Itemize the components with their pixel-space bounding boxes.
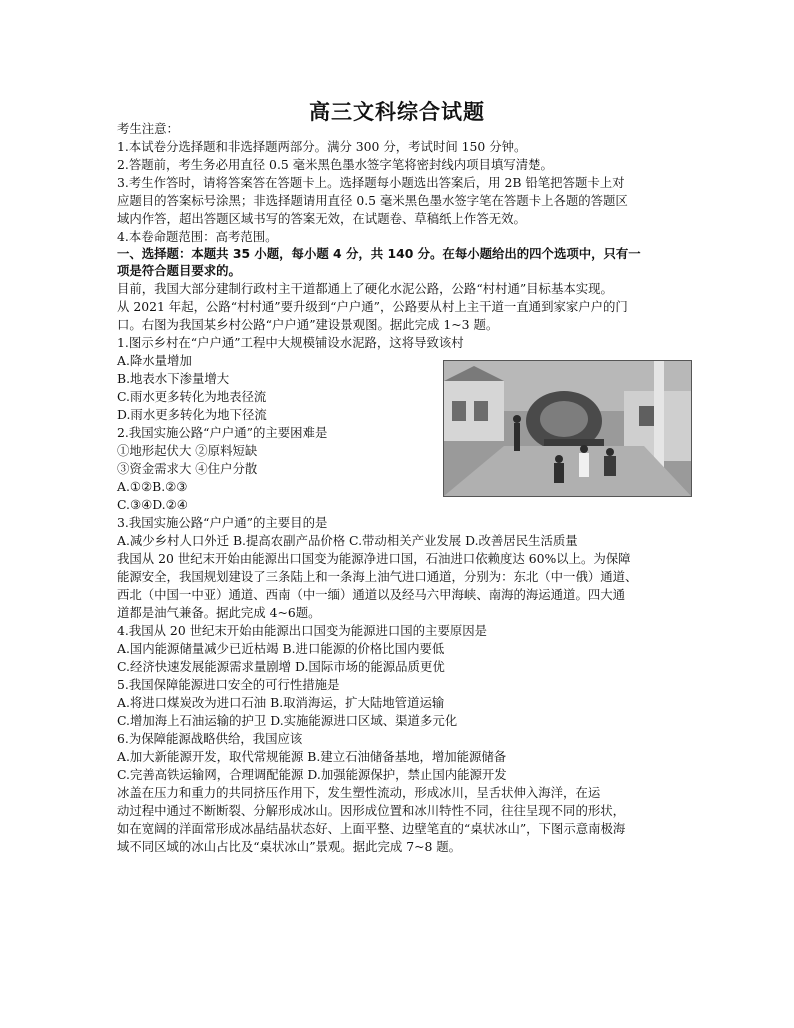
passage-line: 从 2021 年起，公路“村村通”要升级到“户户通”，公路要从村上主干道一直通到家家户户的门	[117, 299, 628, 314]
photo-scene	[444, 361, 691, 496]
passage-line: 口。右图为我国某乡村公路“户户通”建设景观图。据此完成 1~3 题。	[117, 317, 499, 332]
notice-item: 应题目的答案标号涂黑；非选择题请用直径 0.5 毫米黑色墨水签字笔在答题卡上各题的答题区	[117, 193, 628, 208]
question-1-option-d: D.雨水更多转化为地下径流	[117, 407, 267, 422]
passage-line: 道都是油气兼备。据此完成 4~6题。	[117, 605, 321, 620]
question-5-options: A.将进口煤炭改为进口石油 B.取消海运，扩大陆地管道运输	[117, 695, 445, 710]
section-heading-cont: 项是符合题目要求的。	[117, 263, 241, 278]
passage-line: 冰盖在压力和重力的共同挤压作用下，发生塑性流动，形成冰川，呈舌状伸入海洋，在运	[117, 785, 601, 800]
question-3-stem: 3.我国实施公路“户户通”的主要目的是	[117, 515, 328, 530]
question-5-stem: 5.我国保障能源进口安全的可行性措施是	[117, 677, 340, 692]
question-1-option-a: A.降水量增加	[117, 353, 192, 368]
question-6-options: C.完善高铁运输网，合理调配能源 D.加强能源保护，禁止国内能源开发	[117, 767, 507, 782]
passage-line: 能源安全，我国规划建设了三条陆上和一条海上油气进口通道，分别为：东北（中一俄）通道、	[117, 569, 638, 584]
notice-item: 域内作答，超出答题区域书写的答案无效，在试题卷、草稿纸上作答无效。	[117, 211, 526, 226]
notice-item: 4.本卷命题范围：高考范围。	[117, 229, 278, 244]
question-2-stem: 2.我国实施公路“户户通”的主要困难是	[117, 425, 328, 440]
notice-item: 2.答题前，考生务必用直径 0.5 毫米黑色墨水签字笔将密封线内项目填写清楚。	[117, 157, 553, 172]
question-5-options: C.增加海上石油运输的护卫 D.实施能源进口区域、渠道多元化	[117, 713, 458, 728]
passage-line: 我国从 20 世纪末开始由能源出口国变为能源净进口国，石油进口依赖度达 60%以上。为保障	[117, 551, 631, 566]
passage-line: 动过程中通过不断断裂、分解形成冰山。因形成位置和冰川特性不同，往往呈现不同的形状，	[117, 803, 626, 818]
question-6-options: A.加大新能源开发，取代常规能源 B.建立石油储备基地，增加能源储备	[117, 749, 507, 764]
passage-line: 域不同区域的冰山占比及“桌状冰山”景观。据此完成 7~8 题。	[117, 839, 462, 854]
question-2-options: A.①②B.②③	[117, 479, 188, 494]
question-4-stem: 4.我国从 20 世纪末开始由能源出口国变为能源进口国的主要原因是	[117, 623, 488, 638]
question-4-options: C.经济快速发展能源需求量剧增 D.国际市场的能源品质更优	[117, 659, 445, 674]
exam-title: 高三文科综合试题	[309, 99, 485, 124]
passage-line: 西北（中国一中亚）通道、西南（中一缅）通道以及经马六甲海峡、南海的海运通道。四大通	[117, 587, 626, 602]
passage-line: 如在宽阔的洋面常形成冰晶结晶状态好、上面平整、边壁笔直的“桌状冰山”，下图示意南极海	[117, 821, 626, 836]
section-heading: 一、选择题：本题共 35 小题，每小题 4 分，共 140 分。在每小题给出的四个选项中，只有一	[117, 246, 641, 261]
question-2-items: ③资金需求大 ④住户分散	[117, 461, 258, 476]
village-road-construction-photo	[443, 360, 692, 497]
notice-item: 3.考生作答时，请将答案答在答题卡上。选择题每小题选出答案后，用 2B 铅笔把答题卡上对	[117, 175, 625, 190]
question-2-items: ①地形起伏大 ②原料短缺	[117, 443, 258, 458]
question-3-options: A.减少乡村人口外迁 B.提高农副产品价格 C.带动相关产业发展 D.改善居民生活质量	[117, 533, 578, 548]
question-2-options: C.③④D.②④	[117, 497, 188, 512]
question-1-option-b: B.地表水下渗量增大	[117, 371, 230, 386]
question-1-stem: 1.图示乡村在“户户通”工程中大规模铺设水泥路，这将导致该村	[117, 335, 464, 350]
notice-item: 1.本试卷分选择题和非选择题两部分。满分 300 分，考试时间 150 分钟。	[117, 139, 527, 154]
question-6-stem: 6.为保障能源战略供给，我国应该	[117, 731, 303, 746]
question-4-options: A.国内能源储量减少已近枯竭 B.进口能源的价格比国内要低	[117, 641, 445, 656]
question-1-option-c: C.雨水更多转化为地表径流	[117, 389, 267, 404]
passage-line: 目前，我国大部分建制行政村主干道都通上了硬化水泥公路，公路“村村通”目标基本实现。	[117, 281, 613, 296]
notice-heading: 考生注意：	[117, 121, 179, 136]
